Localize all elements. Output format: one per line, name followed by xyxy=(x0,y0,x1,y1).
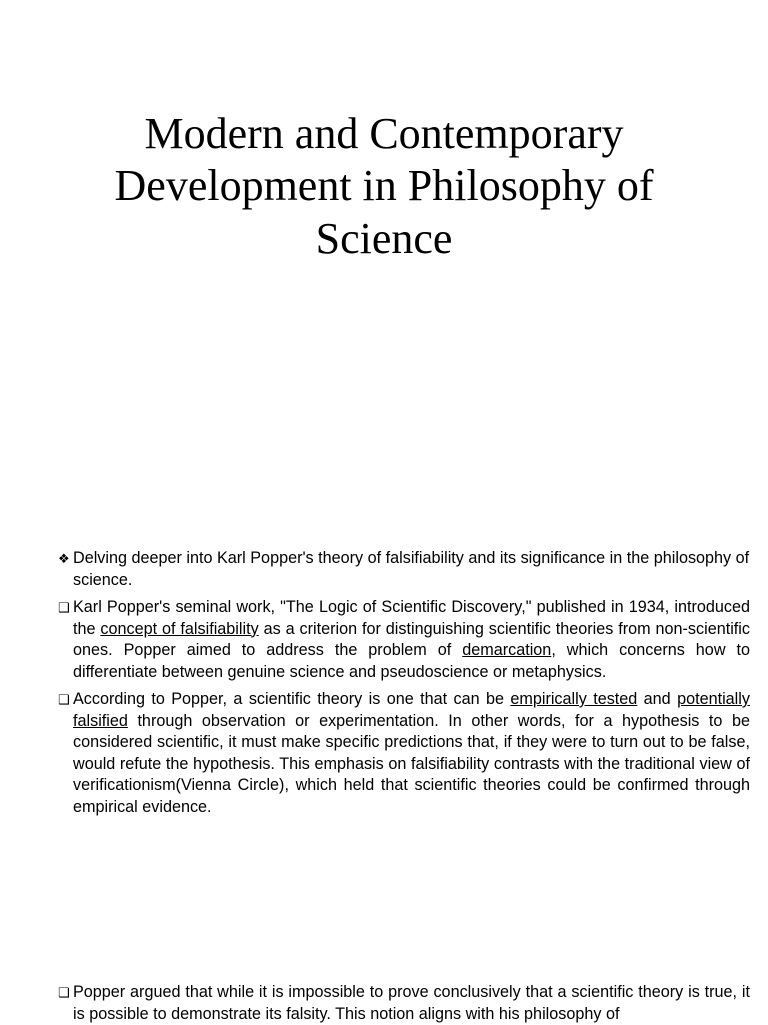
page-title xyxy=(60,108,708,265)
paragraph-intro xyxy=(58,548,750,591)
paragraph-logic-of-discovery xyxy=(58,597,750,683)
paragraph-text: Popper argued that while it is impossible to prove conclusively that a scientific theory is true, it is possible to demonstrate its falsity. This notion aligns with his philosophy of xyxy=(73,983,750,1023)
paragraph-text: as a criterion for distinguishing scientific theories from non-scientific ones. Popper aimed to address the problem of xyxy=(73,619,750,659)
title-line-3: Science xyxy=(315,213,453,263)
diamond-bullet-icon: ❖ xyxy=(58,551,70,566)
square-bullet-icon: ❑ xyxy=(58,692,70,707)
title-line-2: Development in Philosophy of xyxy=(114,161,654,211)
square-bullet-icon: ❑ xyxy=(58,985,70,1000)
paragraph-text: According to Popper, a scientific theory is one that can be xyxy=(73,690,511,708)
underlined-term: empirically tested xyxy=(510,690,638,708)
paragraph-text: through observation or experimentation. In other words, for a hypothesis to be considered scientific, it must make specific predictions that, if they were to turn out to be false, would refute the hypothesis. This emphasis on falsifiability contrasts with the traditional view of verificationism(Vienna Circle), which held that scientific theories could be confirmed through empirical evidence. xyxy=(73,711,750,816)
paragraph-popper-criterion xyxy=(58,689,750,818)
square-bullet-icon: ❑ xyxy=(58,600,70,615)
paragraph-text: , which concerns how to differentiate between genuine science and pseudoscience or metaphysics. xyxy=(73,641,750,681)
paragraph-falsity xyxy=(58,982,750,1025)
title-line-1: Modern and Contemporary xyxy=(144,109,624,158)
underlined-term: demarcation xyxy=(462,641,552,659)
paragraph-text: and xyxy=(637,690,678,708)
underlined-term: potentially falsified xyxy=(73,690,750,730)
underlined-term: concept of falsifiability xyxy=(100,619,259,638)
paragraph-text: Karl Popper's seminal work, "The Logic of Scientific Discovery," published in 1934, introduced the xyxy=(73,598,750,638)
document-body xyxy=(58,548,750,1023)
paragraph-intro-text: Delving deeper into Karl Popper's theory of falsifiability and its significance in the philosophy of science. xyxy=(73,549,750,589)
